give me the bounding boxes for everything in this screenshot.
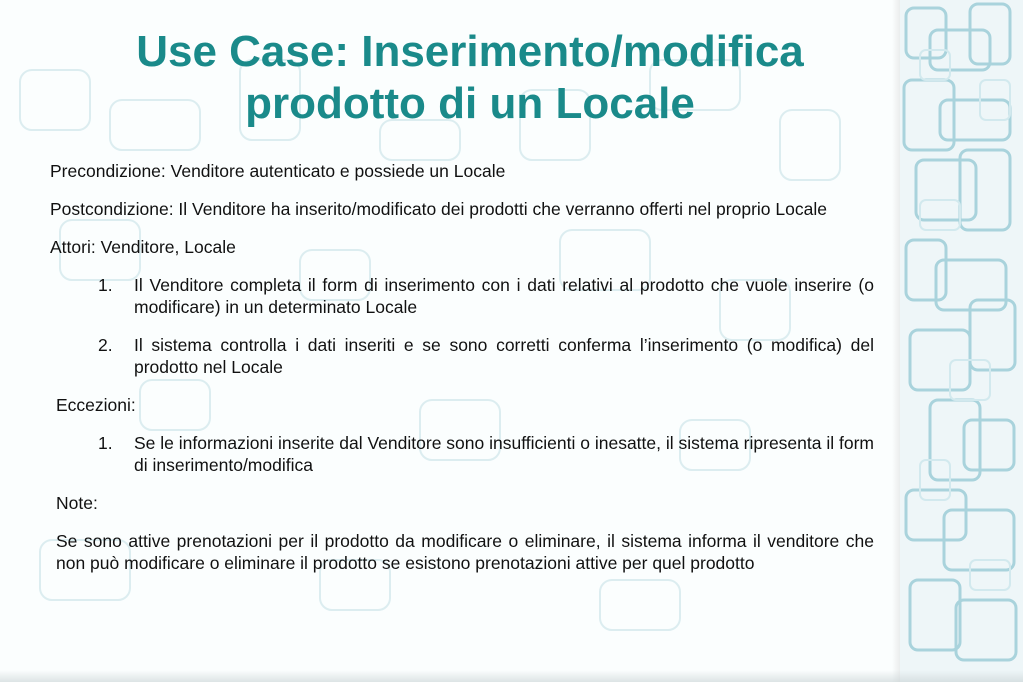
note-label: Note: xyxy=(56,493,98,513)
eccezioni-label: Eccezioni: xyxy=(56,395,136,415)
slide-title xyxy=(40,26,900,130)
note-text: Se sono attive prenotazioni per il prodotto da modificare o eliminare, il sistema informa il venditore che non può modificare o eliminare il prodotto se esistono prenotazioni attive per quel prodotto xyxy=(56,531,874,573)
eccezione-item xyxy=(98,432,874,476)
eccezione-text: Se le informazioni inserite dal Venditore sono insufficienti o inesatte, il sistema ripresenta il form di inserimento/modifica xyxy=(134,433,874,475)
decorative-side-strip xyxy=(900,0,1023,682)
step-item xyxy=(98,334,874,378)
title-line-1: Use Case: Inserimento/modifica xyxy=(136,27,804,76)
bottom-shadow xyxy=(0,670,1023,682)
step-item xyxy=(98,274,874,318)
step-text: Il sistema controlla i dati inseriti e se sono corretti conferma l’inserimento (o modifica) del prodotto nel Locale xyxy=(134,335,874,377)
postcondizione-text: Postcondizione: Il Venditore ha inserito/modificato dei prodotti che verranno offerti nel proprio Locale xyxy=(50,199,827,219)
step-text: Il Venditore completa il form di inserimento con i dati relativi al prodotto che vuole inserire (o modificare) in un determinato Locale xyxy=(134,275,874,317)
slide-content xyxy=(50,160,874,590)
attori-text: Attori: Venditore, Locale xyxy=(50,237,236,257)
title-line-2: prodotto di un Locale xyxy=(245,79,695,128)
precondizione-text: Precondizione: Venditore autenticato e possiede un Locale xyxy=(50,161,506,181)
eccezione-number: 1. xyxy=(98,433,113,453)
side-strip-pattern xyxy=(900,0,1023,682)
step-number: 2. xyxy=(98,335,113,355)
step-number: 1. xyxy=(98,275,113,295)
